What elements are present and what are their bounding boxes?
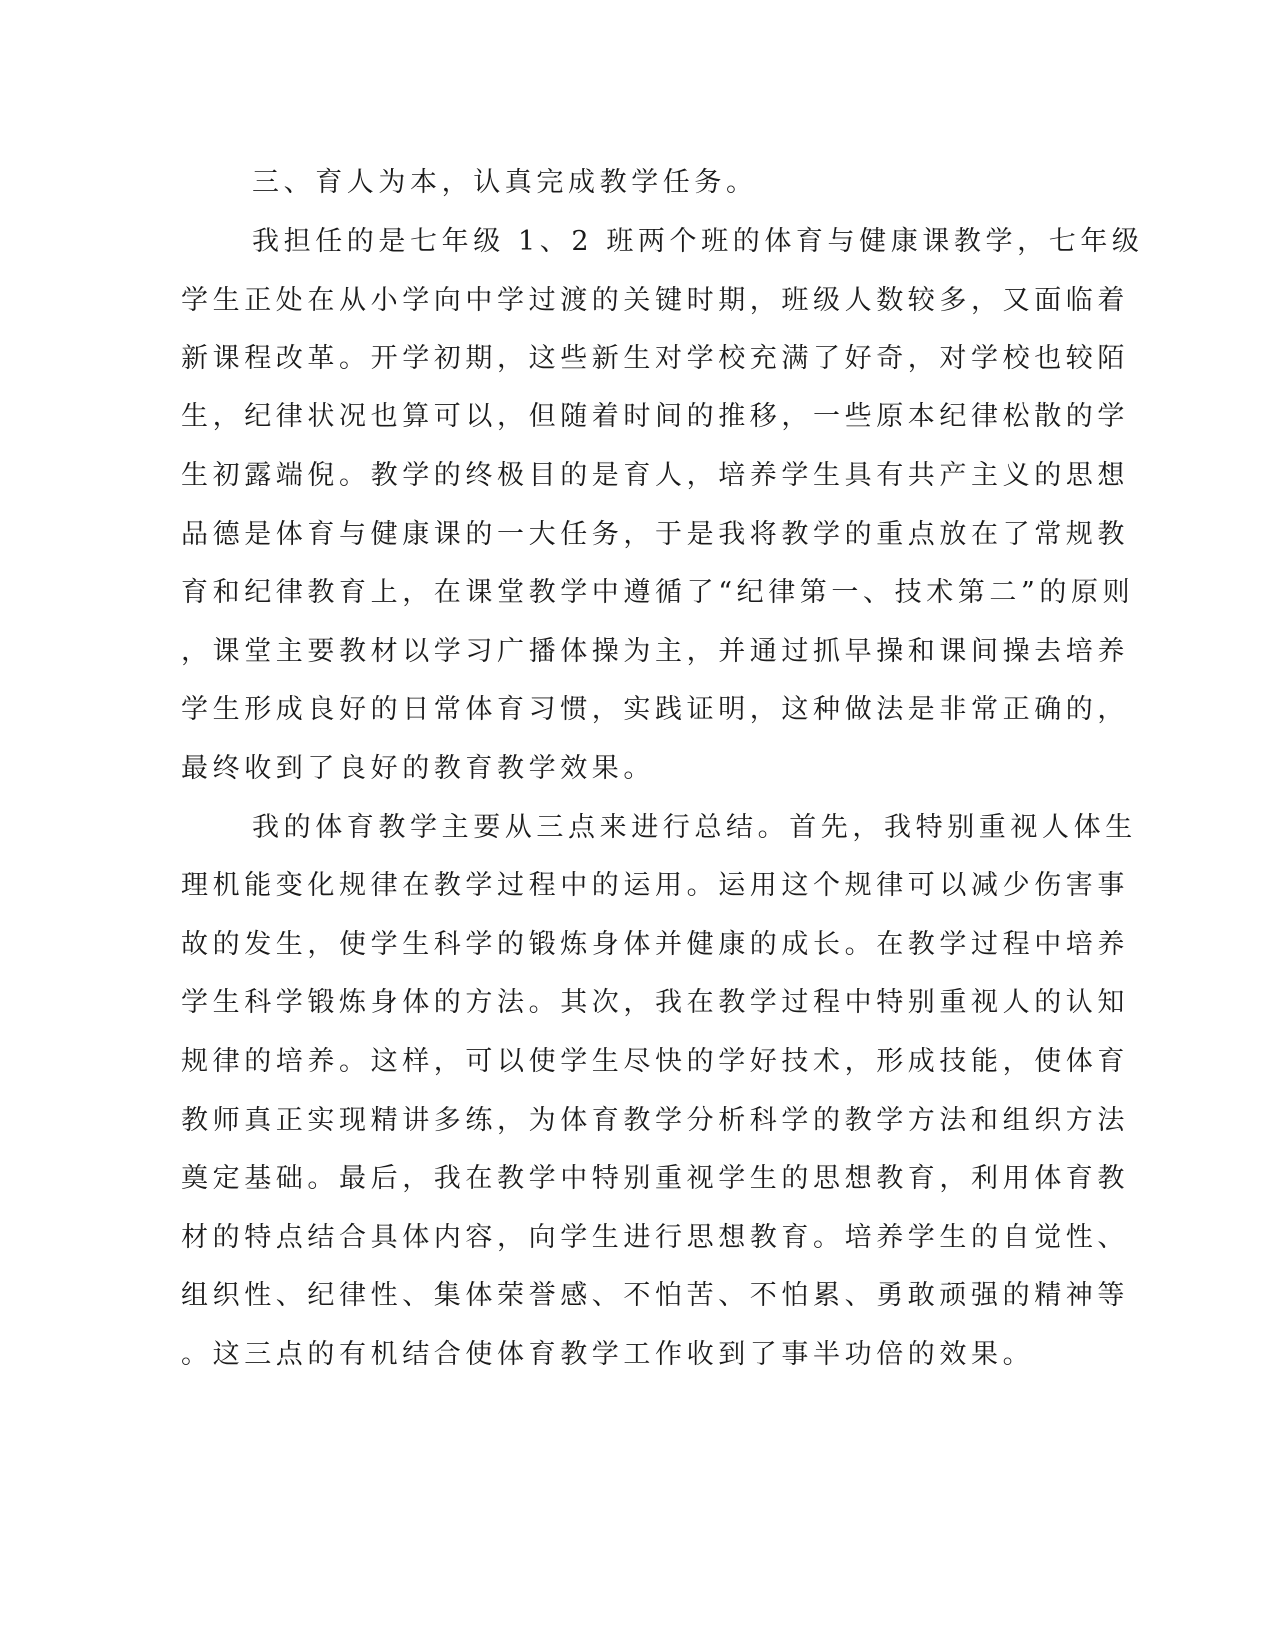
section-heading: 三、育人为本，认真完成教学任务。 [252,167,758,198]
paragraph-1-line: 育和纪律教育上，在课堂教学中遵循了“纪律第一、技术第二”的原则 [181,577,1135,608]
paragraph-2-line: 组织性、纪律性、集体荣誉感、不怕苦、不怕累、勇敢顽强的精神等 [181,1280,1129,1311]
paragraph-2-line: 学生科学锻炼身体的方法。其次，我在教学过程中特别重视人的认知 [181,987,1129,1018]
paragraph-2-line: 故的发生，使学生科学的锻炼身体并健康的成长。在教学过程中培养 [181,929,1129,960]
paragraph-1-line: 我担任的是七年级 1、2 班两个班的体育与健康课教学，七年级 [252,226,1144,257]
paragraph-2-line: 理机能变化规律在教学过程中的运用。运用这个规律可以减少伤害事 [181,870,1129,901]
paragraph-1-line: 新课程改革。开学初期，这些新生对学校充满了好奇，对学校也较陌 [181,343,1129,374]
paragraph-1-line: 学生正处在从小学向中学过渡的关键时期，班级人数较多，又面临着 [181,285,1129,316]
paragraph-2-line: 奠定基础。最后，我在教学中特别重视学生的思想教育，利用体育教 [181,1163,1129,1194]
paragraph-2-line: 。这三点的有机结合使体育教学工作收到了事半功倍的效果。 [181,1339,1035,1370]
paragraph-1-line: 最终收到了良好的教育教学效果。 [181,753,655,784]
paragraph-2-line: 材的特点结合具体内容，向学生进行思想教育。培养学生的自觉性、 [181,1222,1129,1253]
paragraph-1-line: 品德是体育与健康课的一大任务，于是我将教学的重点放在了常规教 [181,519,1129,550]
paragraph-2-line: 规律的培养。这样，可以使学生尽快的学好技术，形成技能，使体育 [181,1046,1129,1077]
paragraph-1-line: 生，纪律状况也算可以，但随着时间的推移，一些原本纪律松散的学 [181,401,1129,432]
paragraph-1-line: 生初露端倪。教学的终极目的是育人，培养学生具有共产主义的思想 [181,460,1129,491]
paragraph-1-line: 学生形成良好的日常体育习惯，实践证明，这种做法是非常正确的， [181,694,1129,725]
paragraph-1-line: ，课堂主要教材以学习广播体操为主，并通过抓早操和课间操去培养 [181,636,1129,667]
paragraph-2-line: 我的体育教学主要从三点来进行总结。首先，我特别重视人体生 [252,812,1137,843]
paragraph-2-line: 教师真正实现精讲多练，为体育教学分析科学的教学方法和组织方法 [181,1105,1129,1136]
